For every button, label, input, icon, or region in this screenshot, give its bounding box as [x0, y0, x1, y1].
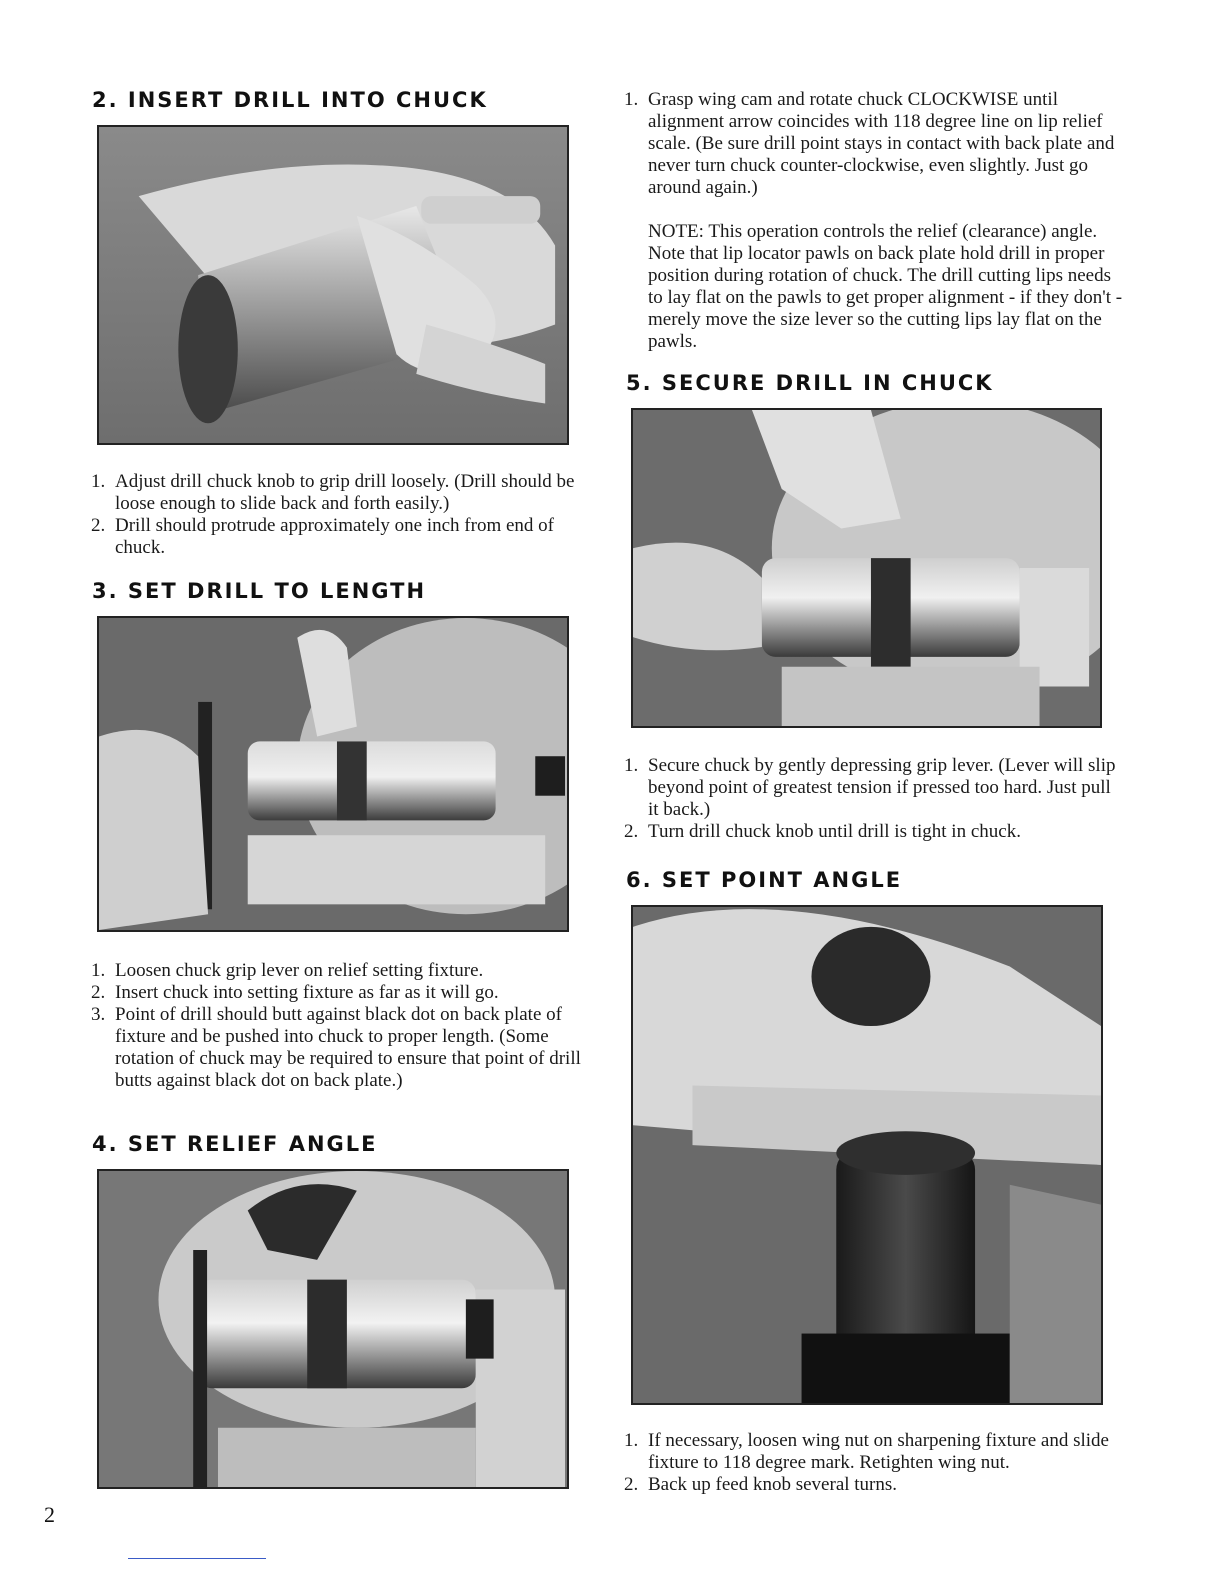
insert-drill-photo — [97, 125, 569, 445]
section-3-steps — [91, 960, 581, 1092]
point-angle-photo-icon — [633, 907, 1101, 1403]
step-number: 2. — [91, 515, 106, 536]
step-number: 1. — [624, 89, 639, 110]
section-5-steps — [624, 755, 1122, 843]
section-3-heading: 3. SET DRILL TO LENGTH — [92, 579, 427, 603]
step-number: 1. — [91, 960, 106, 981]
step-text: Drill should protrude approximately one inch from end of chuck. — [115, 515, 555, 558]
list-item — [624, 755, 1122, 821]
step-text: If necessary, loosen wing nut on sharpening fixture and slide fixture to 118 degree mark. Retighten wing nut. — [648, 1430, 1109, 1473]
section-4-heading: 4. SET RELIEF ANGLE — [92, 1132, 378, 1156]
step-text: Secure chuck by gently depressing grip lever. (Lever will slip beyond point of greatest tension if pressed too hard. Just pull it back.) — [648, 755, 1116, 820]
list-item — [624, 1474, 1122, 1496]
relief-angle-photo-icon — [99, 1171, 567, 1487]
list-item — [91, 982, 581, 1004]
set-length-photo — [97, 616, 569, 932]
step-number: 3. — [91, 1004, 106, 1025]
step-number: 2. — [91, 982, 106, 1003]
step-text: Insert chuck into setting fixture as far as it will go. — [115, 982, 499, 1003]
section-2-steps — [91, 471, 593, 559]
section-6-heading: 6. SET POINT ANGLE — [626, 868, 903, 892]
chuck-in-fixture-photo-icon — [99, 618, 567, 930]
step-number: 1. — [91, 471, 106, 492]
step-text: Grasp wing cam and rotate chuck CLOCKWISE until alignment arrow coincides with 118 degree line on lip relief scale. (Be sure drill point stays in contact with back plate and never turn chuck counter-clockwise, even slightly. Just go around again.) — [648, 89, 1115, 198]
step-number: 1. — [624, 755, 639, 776]
list-item — [91, 471, 593, 515]
secure-drill-photo — [631, 408, 1102, 728]
step-text: Loosen chuck grip lever on relief setting fixture. — [115, 960, 484, 981]
list-item — [624, 89, 1122, 199]
step-text: Adjust drill chuck knob to grip drill loosely. (Drill should be loose enough to slide back and forth easily.) — [115, 471, 575, 514]
list-item — [624, 821, 1122, 843]
relief-angle-photo — [97, 1169, 569, 1489]
step-text: Turn drill chuck knob until drill is tight in chuck. — [648, 821, 1021, 842]
step-number: 2. — [624, 821, 639, 842]
footer-rule — [128, 1558, 266, 1559]
point-angle-photo — [631, 905, 1103, 1405]
step-number: 2. — [624, 1474, 639, 1495]
page-number: 2 — [44, 1502, 55, 1527]
list-item — [91, 1004, 581, 1092]
step-text: Point of drill should butt against black dot on back plate of fixture and be pushed into chuck to proper length. (Some rotation of chuck may be required to ensure that point of drill butts against black dot on back plate.) — [115, 1004, 581, 1091]
section-2-heading: 2. INSERT DRILL INTO CHUCK — [92, 88, 488, 112]
list-item — [91, 515, 593, 559]
list-item — [624, 1430, 1122, 1474]
relief-note: NOTE: This operation controls the relief (clearance) angle. Note that lip locator pawls on back plate hold drill in proper position during rotation of chuck. The drill cutting lips needs to lay flat on the pawls to get proper alignment - if they don't - merely move the size lever so the cutting lips lay flat on the pawls. — [648, 221, 1123, 352]
section-4-steps — [624, 89, 1122, 199]
section-5-heading: 5. SECURE DRILL IN CHUCK — [626, 371, 994, 395]
secure-drill-photo-icon — [633, 410, 1100, 726]
section-6-steps — [624, 1430, 1122, 1496]
list-item — [91, 960, 581, 982]
hand-holding-chuck-photo-icon — [99, 127, 567, 443]
step-text: Back up feed knob several turns. — [648, 1474, 898, 1495]
step-number: 1. — [624, 1430, 639, 1451]
